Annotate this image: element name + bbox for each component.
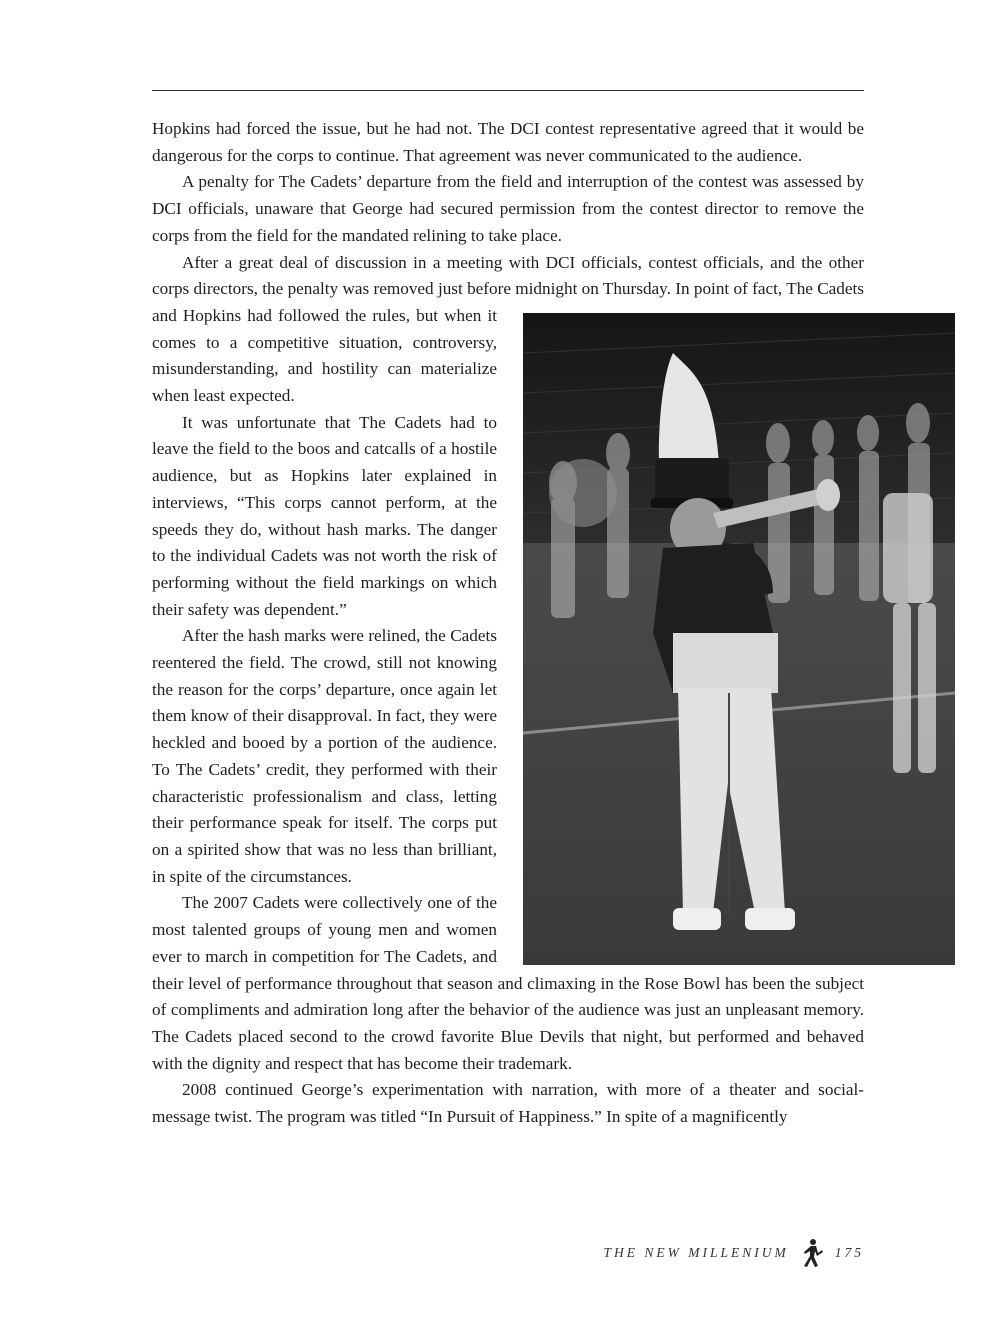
- paragraph: After the hash marks were relined, the Cadets reentered the field. The crowd, still not knowing the reason for the corps’ departure, once again let them know of their disapproval. In fact, they were heckled and booed by a portion of the audience. To The Cadets’ credit, they performed with their characteristic professionalism and class, letting their performance speak for itself. The corps put on a spirited show that was no less than brilliant, in spite of the circumstances.: [152, 626, 497, 886]
- trumpet-player-photo: [523, 313, 955, 965]
- paragraph: The 2007 Cadets were collectively one of the most talented groups of young men and women ever to march in competition for The Cadets, and their level of performance throughout that season and climaxing in the Rose Bowl has been the subject of compliments and admiration long after the behavior of the audience was just an unpleasant memory. The Cadets placed second to the crowd favorite Blue Devils that night, but performed and behaved with the dignity and respect that has become their trademark.: [152, 893, 864, 1073]
- page-number: 175: [834, 1245, 864, 1260]
- paragraph: A penalty for The Cadets’ departure from the field and interruption of the contest was assessed by DCI officials, unaware that George had secured permission from the contest director to remove the corps from the field for the mandated relining to take place.: [152, 172, 864, 245]
- running-title: THE NEW MILLENIUM: [603, 1245, 789, 1260]
- paragraph-text: After a great deal of discussion in a meeting with DCI officials, contest officials, and the other corps directors, the penalty was removed just before midnight on Thursday. In point of: [152, 252, 864, 299]
- paragraph: Hopkins had forced the issue, but he had not. The DCI contest representative agreed that it would be dangerous for the corps to continue. That agreement was never communicated to the audience.: [152, 119, 864, 165]
- paragraph-text-continued: fact, The Cadets and Hopkins had followed the rules, but when it comes to a competitive situation, controversy, misunderstanding, and hostility can materialize when least expected.: [152, 279, 864, 406]
- page-footer: [604, 1238, 865, 1268]
- body-text: [152, 116, 864, 1131]
- paragraph: It was unfortunate that The Cadets had to leave the field to the boos and catcalls of a hostile audience, but as Hopkins later explained in interviews, “This corps cannot perform, at the speeds they do, without hash marks. The danger to the individual Cadets was not worth the risk of performing without the field markings on which their safety was dependent.”: [152, 412, 497, 619]
- marcher-silhouette-icon: [801, 1238, 823, 1268]
- paragraph: [152, 250, 864, 410]
- photo-illustration: [523, 313, 955, 965]
- paragraph: 2008 continued George’s experimentation with narration, with more of a theater and social-message twist. The program was titled “In Pursuit of Happiness.” In spite of a magnificently: [152, 1080, 864, 1127]
- header-rule: [152, 90, 864, 91]
